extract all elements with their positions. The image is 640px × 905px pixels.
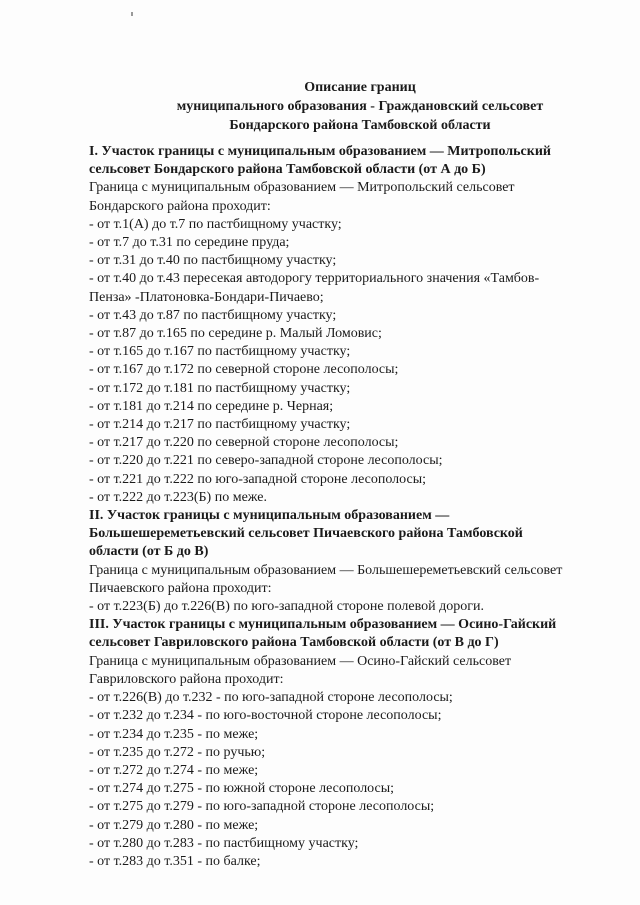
- list-item: - от т.220 до т.221 по северо-западной стороне лесополосы;: [89, 453, 443, 469]
- list-item: - от т.7 до т.31 по середине пруда;: [89, 235, 290, 251]
- section-heading: II. Участок границы с муниципальным образованием —: [89, 508, 450, 524]
- section-intro: Гавриловского района проходит:: [89, 671, 284, 687]
- list-item: - от т.279 до т.280 - по меже;: [89, 817, 259, 833]
- list-item: - от т.31 до т.40 по пастбищному участку;: [89, 253, 337, 269]
- list-item: - от т.217 до т.220 по северной стороне лесополосы;: [89, 435, 399, 451]
- list-item: - от т.221 до т.222 по юго-западной стороне лесополосы;: [89, 471, 426, 487]
- list-item: - от т.167 до т.172 по северной стороне лесополосы;: [89, 362, 399, 378]
- document-title: [90, 78, 630, 135]
- list-item: - от т.222 до т.223(Б) по меже.: [89, 489, 267, 505]
- list-item: - от т.235 до т.272 - по ручью;: [89, 744, 266, 760]
- list-item: - от т.181 до т.214 по середине р. Черная;: [89, 398, 334, 414]
- list-item: - от т.165 до т.167 по пастбищному участку;: [89, 344, 351, 360]
- list-item: - от т.232 до т.234 - по юго-восточной стороне лесополосы;: [89, 708, 442, 724]
- list-item: - от т.1(А) до т.7 по пастбищному участку;: [89, 216, 342, 232]
- section-intro: Граница с муниципальным образованием — Митропольский сельсовет: [89, 180, 515, 196]
- section-intro: Пичаевского района проходит:: [89, 580, 272, 596]
- section-intro: Бондарского района проходит:: [89, 198, 271, 214]
- list-item: - от т.226(В) до т.232 - по юго-западной стороне лесополосы;: [89, 690, 453, 706]
- list-item: - от т.40 до т.43 пересекая автодорогу территориального значения «Тамбов-: [89, 271, 540, 287]
- section-heading: сельсовет Гавриловского района Тамбовской области (от В до Г): [89, 635, 499, 651]
- section-heading: сельсовет Бондарского района Тамбовской области (от А до Б): [89, 162, 486, 178]
- scan-speck: [131, 12, 133, 16]
- title-line: Бондарского района Тамбовской области: [229, 118, 491, 133]
- list-item: - от т.43 до т.87 по пастбищному участку;: [89, 307, 337, 323]
- section-heading: III. Участок границы с муниципальным образованием — Осино-Гайский: [89, 617, 557, 633]
- list-item: - от т.280 до т.283 - по пастбищному участку;: [89, 835, 359, 851]
- list-item: - от т.234 до т.235 - по меже;: [89, 726, 259, 742]
- title-line: муниципального образования - Граждановский сельсовет: [176, 99, 544, 114]
- document-body: [89, 143, 637, 871]
- list-item: - от т.172 до т.181 по пастбищному участку;: [89, 380, 351, 396]
- list-item: - от т.275 до т.279 - по юго-западной стороне лесополосы;: [89, 799, 435, 815]
- section-heading: I. Участок границы с муниципальным образованием — Митропольский: [89, 144, 551, 159]
- section-intro: Граница с муниципальным образованием — Большешереметьевский сельсовет: [89, 562, 563, 578]
- section-intro: Граница с муниципальным образованием — Осино-Гайский сельсовет: [89, 653, 512, 669]
- list-item: - от т.274 до т.275 - по южной стороне лесополосы;: [89, 781, 395, 797]
- list-item: - от т.272 до т.274 - по меже;: [89, 762, 259, 778]
- list-item: - от т.214 до т.217 по пастбищному участку;: [89, 417, 351, 433]
- list-item: Пенза» -Платоновка-Бондари-Пичаево;: [89, 289, 324, 305]
- list-item: - от т.283 до т.351 - по балке;: [89, 853, 261, 869]
- section-heading: Большешереметьевский сельсовет Пичаевского района Тамбовской: [89, 526, 523, 542]
- list-item: - от т.87 до т.165 по середине р. Малый Ломовис;: [89, 326, 382, 342]
- title-line: Описание границ: [304, 80, 416, 95]
- section-heading: области (от Б до В): [89, 544, 209, 560]
- list-item: - от т.223(Б) до т.226(В) по юго-западной стороне полевой дороги.: [89, 599, 484, 615]
